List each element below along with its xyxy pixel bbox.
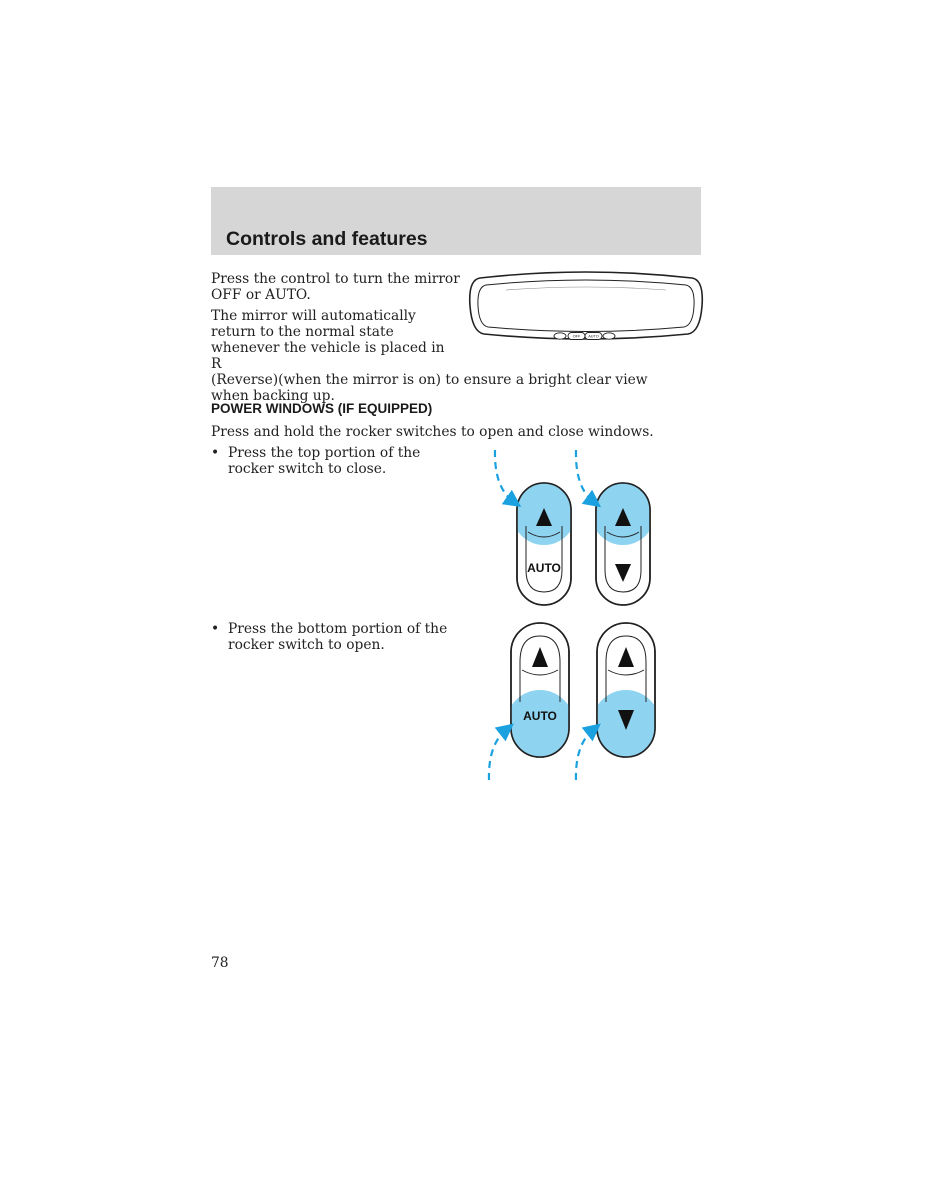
bullet-open: [211, 621, 451, 653]
power-windows-heading: POWER WINDOWS (IF EQUIPPED): [211, 401, 433, 416]
bullet-icon: •: [211, 445, 220, 461]
rocker-switch-auto-close: [512, 481, 576, 605]
rearview-mirror-illustration: [466, 272, 706, 344]
auto-label: AUTO: [523, 709, 557, 723]
auto-label: AUTO: [527, 561, 561, 575]
page-number: 78: [211, 955, 229, 971]
power-windows-instruction: Press and hold the rocker switches to open and close windows.: [211, 424, 654, 440]
press-arrow-icon: [576, 729, 594, 780]
rocker-switch-manual-open: [592, 623, 660, 758]
page-title: Controls and features: [226, 228, 428, 250]
press-arrow-icon: [576, 450, 594, 502]
bullet-close: [211, 445, 451, 477]
rocker-switch-manual-close: [591, 481, 655, 605]
press-arrow-icon: [495, 450, 514, 502]
mirror-paragraph-2-part-1: The mirror will automatically return to the normal state whenever the vehicle is placed in R: [211, 308, 445, 372]
mirror-indicator-right-icon: [603, 333, 615, 339]
mirror-paragraph-1: Press the control to turn the mirror OFF or AUTO.: [211, 271, 460, 303]
bullet-close-text: Press the top portion of the rocker switch to close.: [228, 445, 421, 477]
bullet-icon: •: [211, 621, 220, 637]
mirror-indicator-left-icon: [554, 333, 566, 339]
rocker-switch-auto-open: [506, 623, 574, 758]
mirror-auto-label: AUTO: [588, 334, 599, 339]
bullet-open-text: Press the bottom portion of the rocker switch to open.: [228, 621, 448, 653]
header-band: [211, 187, 701, 255]
press-arrow-icon: [489, 729, 507, 780]
mirror-off-label: OFF: [572, 334, 581, 339]
window-switches-illustration: [480, 440, 680, 790]
mirror-paragraph-2-part-2: (Reverse)(when the mirror is on) to ensure a bright clear view when backing up.: [211, 372, 648, 404]
